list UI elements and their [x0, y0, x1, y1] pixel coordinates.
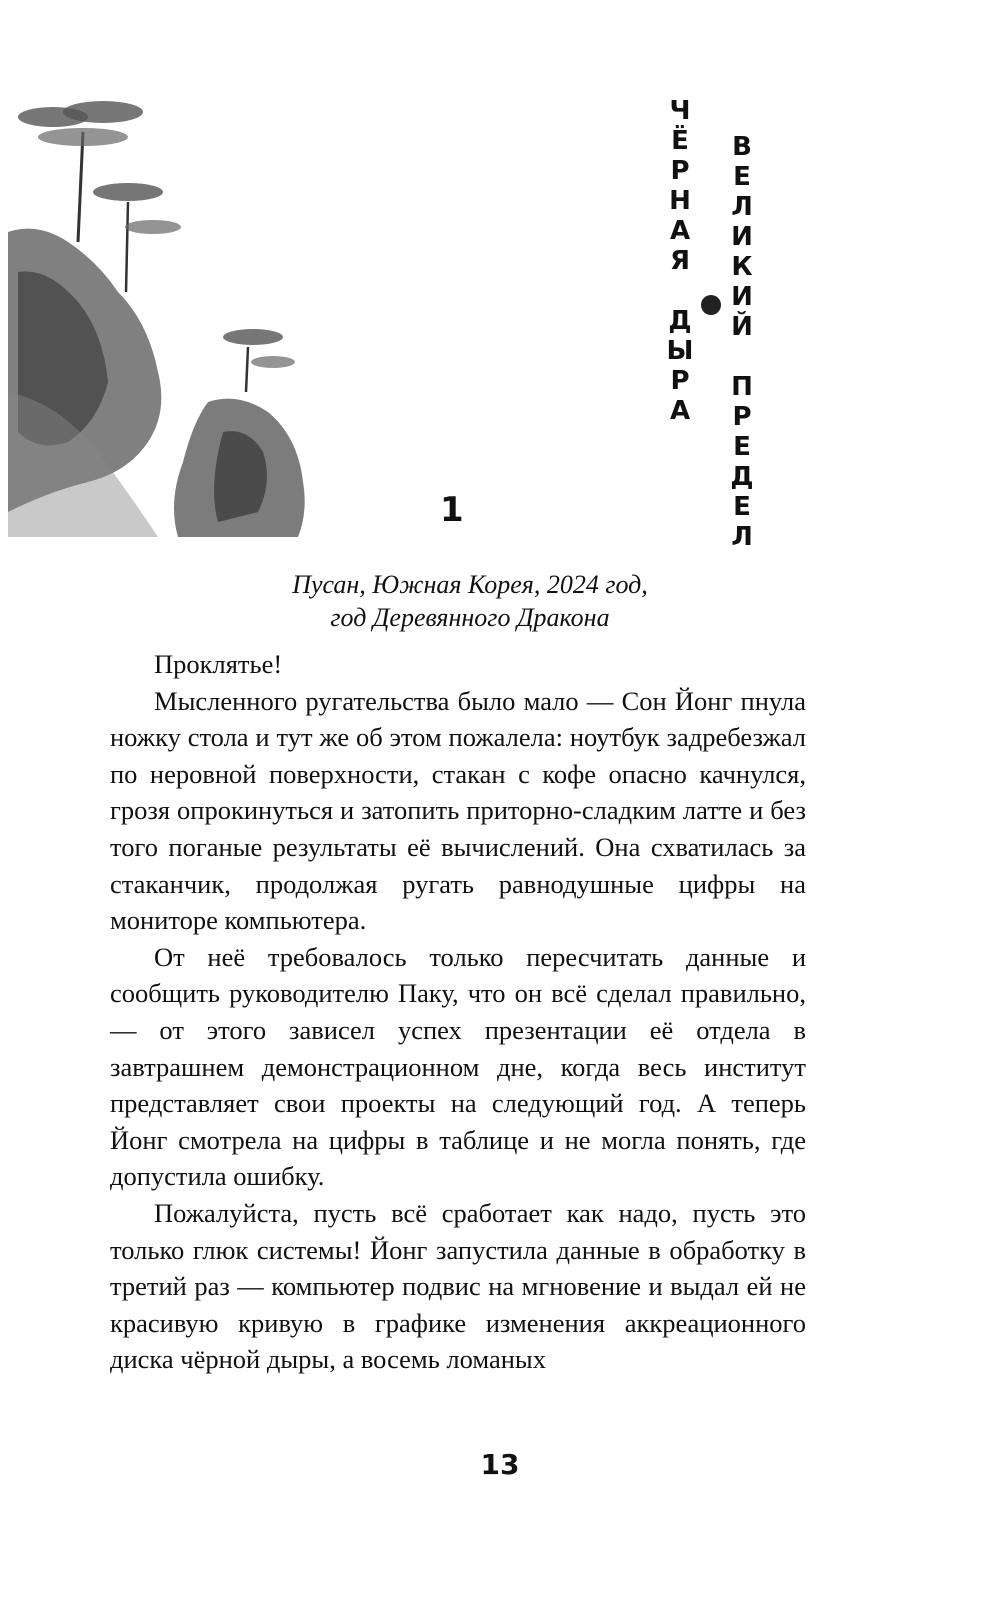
title-letter: А — [669, 396, 691, 426]
series-letter: Л — [731, 522, 753, 552]
chapter-number: 1 — [440, 490, 464, 530]
series-letter: П — [731, 372, 753, 402]
title-letter: А — [669, 216, 691, 246]
series-title-vertical — [727, 132, 757, 552]
series-letter: Е — [733, 162, 751, 192]
title-letter: Р — [670, 156, 690, 186]
series-letter: Л — [731, 192, 753, 222]
series-letter: Р — [732, 402, 752, 432]
title-gap — [665, 276, 695, 306]
series-letter: Д — [730, 462, 754, 492]
paragraph: Пожалуйста, пусть всё сработает как надо, пусть это только глюк системы! Йонг запустила данные в обработку в третий раз — компьютер подвис на мгновение и выдал ей не красивую кривую в графике изменения аккреационного диска чёрной дыры, а восемь ломаных — [110, 1197, 806, 1375]
title-letter: Н — [669, 186, 691, 216]
page-number: 13 — [480, 1448, 520, 1481]
epigraph-line: Пусан, Южная Корея, 2024 год, — [292, 570, 648, 599]
series-letter: Е — [733, 492, 751, 522]
title-letter: Ё — [671, 126, 689, 156]
paragraph: Проклятье! — [154, 649, 283, 679]
series-letter: И — [731, 222, 753, 252]
book-title-vertical — [665, 96, 695, 426]
series-letter: К — [731, 252, 753, 282]
title-letter: Р — [670, 366, 690, 396]
series-gap — [727, 342, 757, 372]
title-letter: Д — [668, 306, 692, 336]
paragraph: От неё требовалось только пересчитать данные и сообщить руководителю Паку, что он всё сделал правильно, — от этого зависел успех презентации её отдела в завтрашнем демонстрационном дне, когда весь институт представляет свои проекты на следующий год. А теперь Йонг смотрела на цифры в таблице и не могла понять, где допустила ошибку. — [110, 941, 806, 1192]
title-letter: Я — [669, 246, 691, 276]
paragraph: Мысленного ругательства было мало — Сон Йонг пнула ножку стола и тут же об этом пожалела: ноутбук задребезжал по неровной поверхности, стакан с кофе опасно качнулся, грозя опрокинуться и затопить приторно-сладким латте и без того поганые результаты её вычислений. Она схватилась за стаканчик, продолжая ругать равнодушные цифры на мониторе компьютера. — [110, 685, 806, 936]
chapter-epigraph — [250, 568, 690, 634]
series-letter: Е — [733, 432, 751, 462]
body-text — [110, 646, 806, 1378]
title-letter: Ы — [666, 336, 694, 366]
separator-dot — [701, 295, 721, 315]
ink-landscape-illustration — [8, 92, 318, 537]
series-letter: И — [731, 282, 753, 312]
series-letter: Й — [731, 312, 753, 342]
title-letter: Ч — [669, 96, 691, 126]
series-letter: В — [732, 132, 752, 162]
epigraph-line: год Деревянного Дракона — [330, 603, 610, 632]
